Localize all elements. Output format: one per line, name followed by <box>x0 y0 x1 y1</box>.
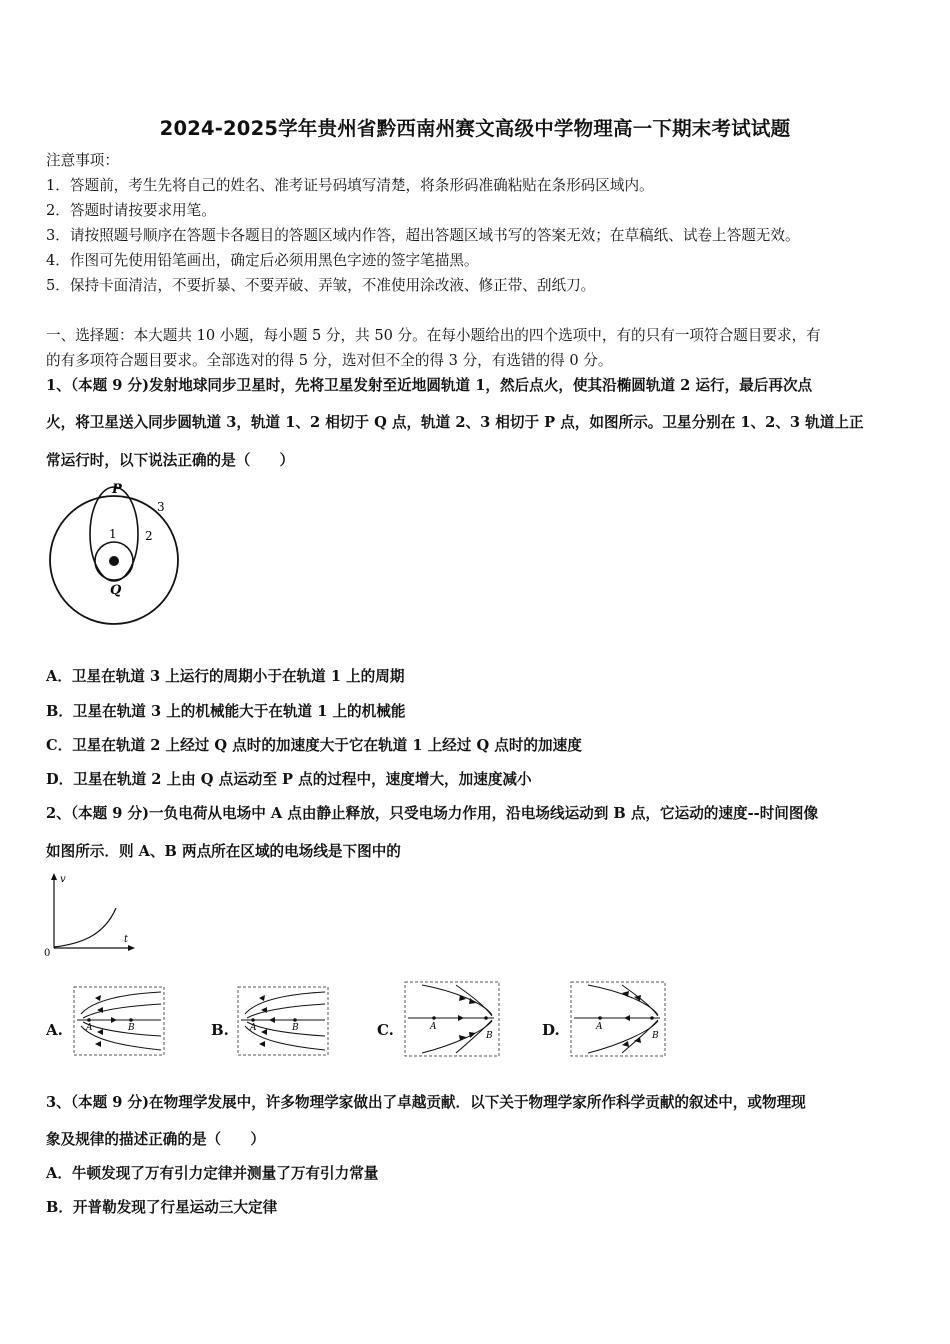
option-c: C．卫星在轨道 2 上经过 Q 点时的加速度大于它在轨道 1 上经过 Q 点时的加速度 <box>46 737 582 754</box>
label-orbit-3: 3 <box>157 500 165 514</box>
option-a: A．卫星在轨道 3 上运行的周期小于在轨道 1 上的周期 <box>46 668 405 685</box>
question-1-stem: 火，将卫星送入同步圆轨道 3，轨道 1、2 相切于 Q 点，轨道 2、3 相切于 P 点，如图所示。卫星分别在 1、2、3 轨道上正 <box>46 414 864 431</box>
question-2-stem: 2、（本题 9 分)一负电荷从电场中 A 点由静止释放，只受电场力作用，沿电场线运动到 B 点，它运动的速度--时间图像 <box>46 805 819 822</box>
notice-item: 4．作图可先使用铅笔画出，确定后必须用黑色字迹的签字笔描黑。 <box>46 252 479 269</box>
section-instructions: 的有多项符合题目要求。全部选对的得 5 分，选对但不全的得 3 分，有选错的得 0 分。 <box>46 352 613 369</box>
point-b-label: B <box>652 1031 659 1041</box>
point-a-label: A <box>596 1022 603 1032</box>
page-title: 2024-2025学年贵州省黔西南州赛文高级中学物理高一下期末考试试题 <box>159 117 791 140</box>
field-line-option-d <box>570 981 666 1057</box>
notice-item: 5．保持卡面清洁，不要折暴、不要弄破、弄皱，不准使用涂改液、修正带、刮纸刀。 <box>46 277 596 294</box>
axis-v-label: v <box>60 874 66 885</box>
point-b-label: B <box>486 1031 493 1041</box>
notice-item: 3．请按照题号顺序在答题卡各题目的答题区域内作答，超出答题区域书写的答案无效；在草稿纸、试卷上答题无效。 <box>46 227 800 244</box>
axis-origin-label: 0 <box>44 948 51 959</box>
orbit-diagram <box>44 478 189 630</box>
notice-item: 2．答题时请按要求用笔。 <box>46 202 216 219</box>
option-b-label: B. <box>211 1021 229 1039</box>
field-line-option-b <box>237 986 329 1056</box>
label-p: P <box>112 482 122 497</box>
option-a: A．牛顿发现了万有引力定律并测量了万有引力常量 <box>46 1165 379 1182</box>
field-line-option-c <box>404 981 500 1057</box>
point-a-label: A <box>86 1023 93 1033</box>
notice-item: 1．答题前，考生先将自己的姓名、准考证号码填写清楚，将条形码准确粘贴在条形码区域内。 <box>46 177 654 194</box>
axis-t-label: t <box>124 934 129 945</box>
question-1-stem: 1、（本题 9 分)发射地球同步卫星时，先将卫星发射至近地圆轨道 1，然后点火，使其沿椭圆轨道 2 运行，最后再次点 <box>46 377 813 394</box>
label-orbit-2: 2 <box>145 529 153 543</box>
option-d-label: D. <box>542 1021 560 1039</box>
section-instructions: 一、选择题：本大题共 10 小题，每小题 5 分，共 50 分。在每小题给出的四个选项中，有的只有一项符合题目要求，有 <box>46 327 821 344</box>
option-b: B．卫星在轨道 3 上的机械能大于在轨道 1 上的机械能 <box>46 703 406 720</box>
question-1-stem: 常运行时，以下说法正确的是（ ） <box>46 452 295 469</box>
field-line-option-a <box>73 986 165 1056</box>
question-2-stem: 如图所示．则 A、B 两点所在区域的电场线是下图中的 <box>46 843 401 860</box>
option-b: B．开普勒发现了行星运动三大定律 <box>46 1199 278 1216</box>
point-a-label: A <box>430 1022 437 1032</box>
option-d: D．卫星在轨道 2 上由 Q 点运动至 P 点的过程中，速度增大，加速度减小 <box>46 771 532 788</box>
label-q: Q <box>110 583 122 598</box>
question-3-stem: 象及规律的描述正确的是（ ） <box>46 1131 265 1148</box>
question-3-stem: 3、（本题 9 分)在物理学发展中，许多物理学家做出了卓越贡献．以下关于物理学家所作科学贡献的叙述中，或物理现 <box>46 1094 806 1111</box>
point-b-label: B <box>128 1023 135 1033</box>
notice-heading: 注意事项： <box>46 152 119 169</box>
point-b-label: B <box>292 1023 299 1033</box>
option-a-label: A. <box>46 1021 63 1039</box>
label-orbit-1: 1 <box>109 527 117 541</box>
option-c-label: C. <box>377 1021 394 1039</box>
velocity-time-graph <box>40 870 140 962</box>
point-a-label: A <box>250 1023 257 1033</box>
